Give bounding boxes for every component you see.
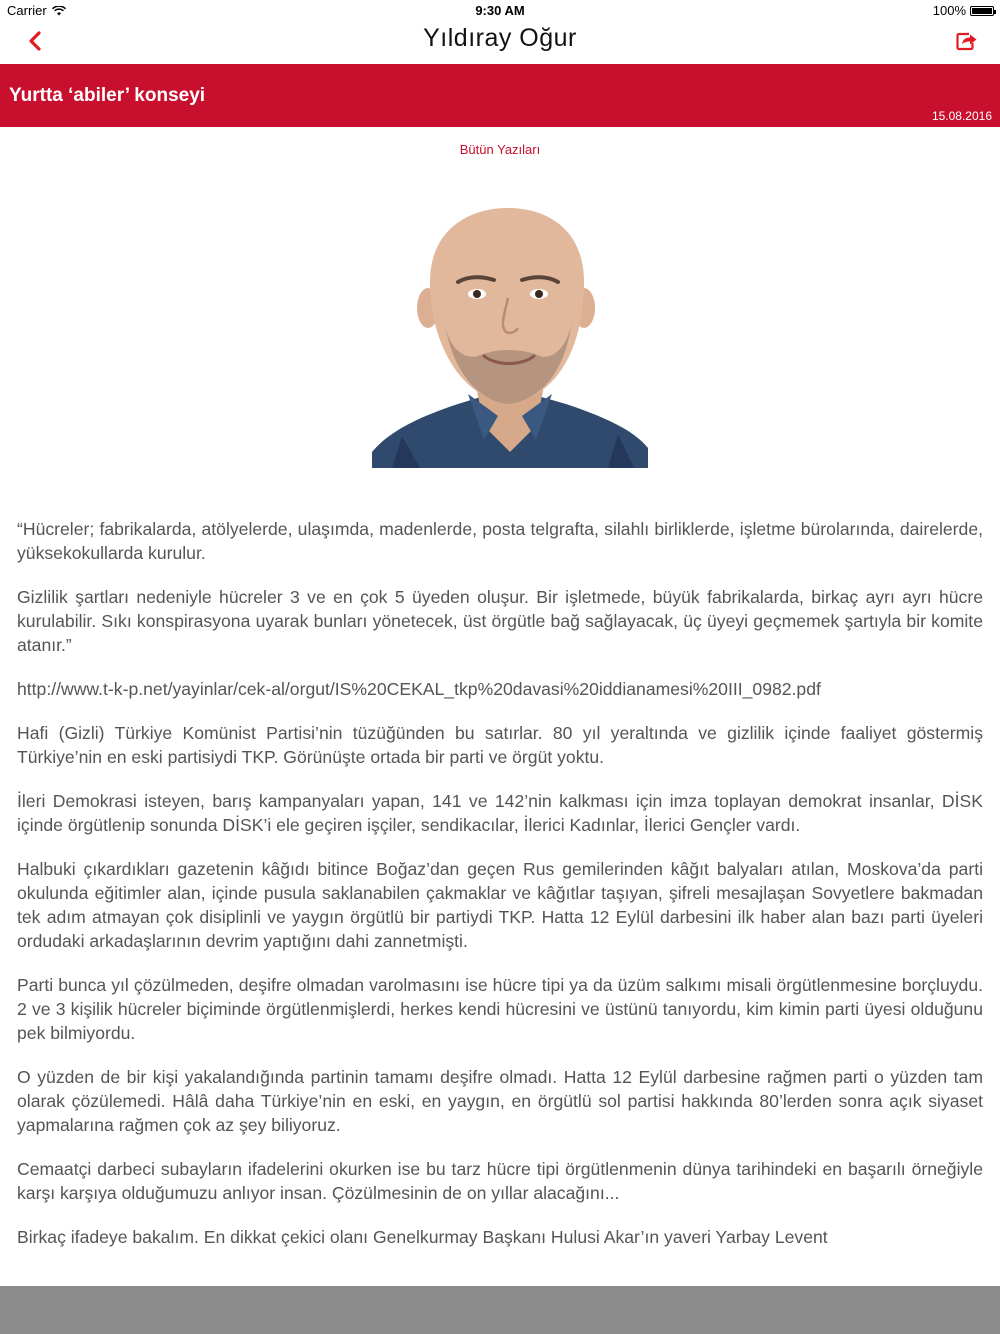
share-button[interactable] bbox=[954, 28, 980, 54]
article-paragraph: Birkaç ifadeye bakalım. En dikkat çekici olanı Genelkurmay Başkanı Hulusi Akar’ın yaveri Yarbay Levent bbox=[17, 1227, 828, 1247]
author-name-title: Yıldıray Oğur bbox=[423, 24, 577, 52]
article-paragraph: İleri Demokrasi isteyen, barış kampanyaları yapan, 141 ve 142’nin kalkması için imza toplayan demokrat insanlar, DİSK içinde örgütlenip sonunda DİSK’i ele geçiren işçiler, sendikacılar, İlerici Kadınlar, İlerici Gençler vardı. bbox=[17, 791, 983, 835]
all-articles-link[interactable]: Bütün Yazıları bbox=[459, 142, 541, 157]
author-portrait-image bbox=[372, 190, 648, 468]
carrier-label: Carrier bbox=[7, 3, 47, 18]
share-icon bbox=[956, 31, 978, 51]
article-paragraph: O yüzden de bir kişi yakalandığında partinin tamamı deşifre olmadı. Hatta 12 Eylül darbesine rağmen parti o yüzden tam olarak çözülemedi. Hâlâ daha Türkiye’nin en eski, en yaygın, en örgütlü sol partisi hakkında 80’lerden sonra açık siyaset yapmalarına rağmen çok az şey biliyoruz. bbox=[17, 1067, 983, 1135]
battery-icon bbox=[970, 6, 994, 16]
article-link[interactable]: http://www.t-k-p.net/yayinlar/cek-al/orgut/IS%20CEKAL_tkp%20davasi%20iddianamesi%20III_0982.pdf bbox=[17, 679, 821, 699]
article-date: 15.08.2016 bbox=[931, 109, 992, 123]
article-paragraph: Cemaatçi darbeci subayların ifadelerini okurken ise bu tarz hücre tipi örgütlenmenin dünya tarihindeki en başarılı örneğiyle karşı karşıya olduğumuzu anlıyor insan. Çözülmesinin de on yıllar alacağını... bbox=[17, 1159, 983, 1203]
bottom-overlay-bar bbox=[0, 1286, 1000, 1334]
article-paragraph: Hafi (Gizli) Türkiye Komünist Partisi’nin tüzüğünden bu satırlar. 80 yıl yeraltında ve gizlilik içinde faaliyet göstermiş Türkiye’nin en eski partisiydi TKP. Görünüşte ortada bir parti ve örgüt yoktu. bbox=[17, 723, 983, 767]
status-right bbox=[933, 3, 994, 18]
article-body bbox=[17, 517, 983, 1269]
status-bar bbox=[0, 0, 1000, 20]
article-paragraph: Parti bunca yıl çözülmeden, deşifre olmadan varolmasını ise hücre tipi ya da üzüm salkımı misali örgütlenmesine borçluydu. 2 ve 3 kişilik hücreler biçiminde örgütlenmişlerdi, herkes kendi hücresini ve üstünü tanıyordu, kim kimin parti üyesi olduğunu pek bilmiyordu. bbox=[17, 975, 983, 1043]
battery-percent: 100% bbox=[932, 3, 966, 18]
article-paragraph: “Hücreler; fabrikalarda, atölyelerde, ulaşımda, madenlerde, posta telgrafta, silahlı birliklerde, işletme bürolarında, dairelerde, yüksekokullarda kurulur. bbox=[17, 519, 983, 563]
article-paragraph: Halbuki çıkardıkları gazetenin kâğıdı bitince Boğaz’dan geçen Rus gemilerinden kâğıt balyaları atılan, Moskova’da parti okulunda eğitimler alan, içinde pusula saklanabilen çakmaklar ve kâğıtlar taşıyan, şifreli mesajlaşan Sovyetlere bakmadan tek adım atmayan çok disiplinli ve yaygın örgütlü bir partiydi TKP. Hatta 12 Eylül darbesini ilk haber alan bazı parti üyeleri ordudaki arkadaşlarının devrim yaptığını dahi zannetmişti. bbox=[17, 859, 983, 951]
clock: 9:30 AM bbox=[475, 3, 525, 18]
article-headline: Yurtta ‘abiler’ konseyi bbox=[9, 85, 206, 106]
nav-bar bbox=[0, 20, 1000, 64]
article-paragraph: Gizlilik şartları nedeniyle hücreler 3 ve en çok 5 üyeden oluşur. Bir işletmede, büyük fabrikalarda, birkaç ayrı ayrı hücre kurulabilir. Sıkı konspirasyona uyarak bunları yönetecek, üst örgütle bağ sağlayacak, üç üyeyi geçmemek şartıyla bir komite atanır.” bbox=[17, 587, 983, 655]
author-photo bbox=[372, 190, 648, 468]
headline-bar bbox=[0, 64, 1000, 127]
